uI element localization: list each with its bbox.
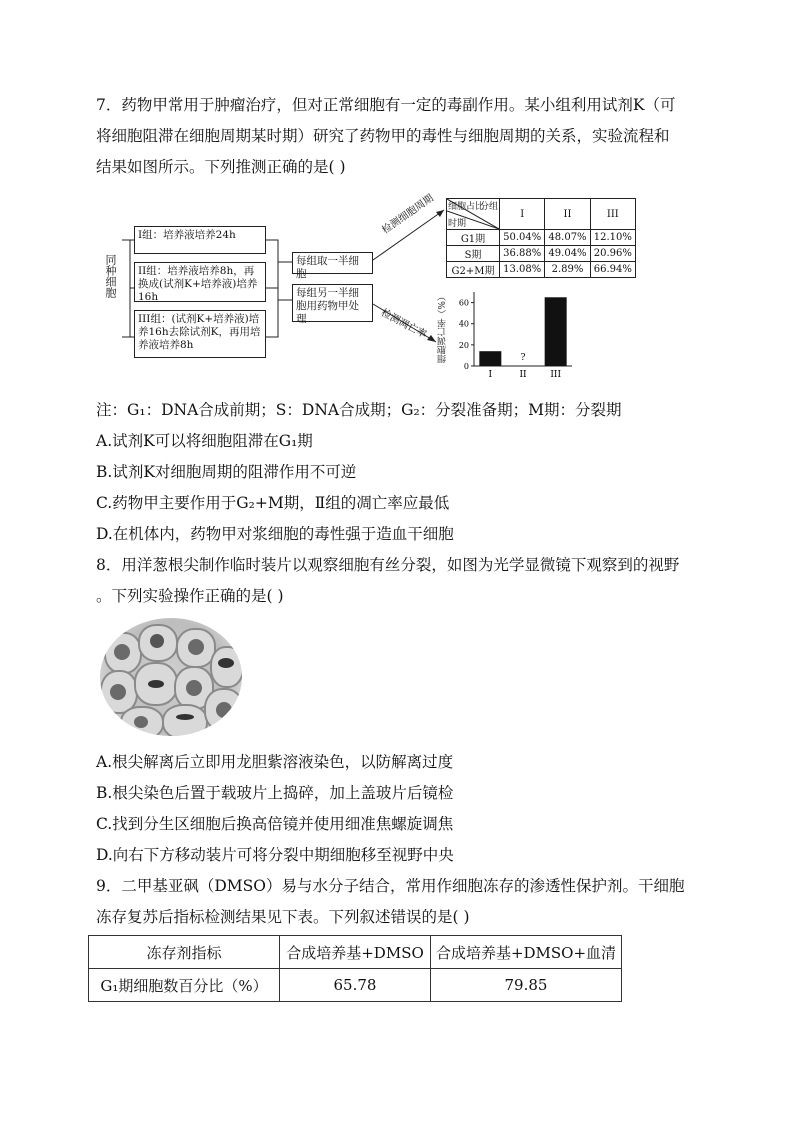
- bar-chart-ylabel: 细胞凋亡率（%）: [438, 292, 448, 364]
- q8-stem-line-1: 8．用洋葱根尖制作临时装片以观察细胞有丝分裂，如图为光学显微镜下观察到的视野: [96, 556, 680, 574]
- x-tick-label: I: [488, 370, 493, 380]
- group-3-box: [134, 310, 266, 358]
- table-corner-cell: [447, 199, 500, 230]
- group-1-text: I组：培养液培养24h: [138, 229, 236, 241]
- corner-ratio-label: 细胞占比: [448, 202, 485, 212]
- table-cell: 20.96%: [590, 246, 635, 262]
- cell: [120, 706, 164, 736]
- drug-treatment-box: [292, 284, 373, 325]
- group-1-box: [134, 226, 266, 254]
- cell: [204, 688, 242, 732]
- x-tick-label: II: [519, 370, 527, 380]
- y-tick-label: 60: [458, 298, 469, 308]
- q7-note: 注：G₁：DNA合成前期；S：DNA合成期；G₂：分裂准备期；M期：分裂期: [96, 401, 622, 419]
- bar-unknown-label: ?: [520, 353, 526, 363]
- source-cell-label: 同种细胞: [104, 254, 117, 298]
- apoptosis-bar-chart: [448, 284, 578, 384]
- cell: [134, 662, 178, 706]
- drug-treatment-text: 每组另一半细胞用药物甲处理: [296, 287, 359, 325]
- cell: [104, 632, 142, 674]
- q7-option-b: B.试剂K对细胞周期的阻滞作用不可逆: [96, 463, 357, 481]
- q7-option-c: C.药物甲主要作用于G₂+M期，Ⅱ组的凋亡率应最低: [96, 494, 450, 512]
- table-cell: 79.85: [431, 969, 622, 1002]
- table-cell: 66.94%: [590, 262, 635, 278]
- table-header: III: [590, 199, 635, 230]
- table-cell: 13.08%: [500, 262, 545, 278]
- q9-stem-line-2: 冻存复苏后指标检测结果见下表。下列叙述错误的是( ): [96, 908, 470, 926]
- q9-stem-line-1: 9．二甲基亚砜（DMSO）易与水分子结合，常用作细胞冻存的渗透性保护剂。干细胞: [96, 877, 685, 895]
- y-tick-label: 20: [458, 340, 469, 350]
- cell: [138, 624, 178, 662]
- arrow-label-cycle: 检测细胞周期: [380, 192, 436, 237]
- x-tick-label: III: [550, 370, 562, 380]
- cell-cycle-table: [446, 198, 636, 278]
- table-header: 合成培养基+DMSO+血清: [431, 936, 622, 969]
- table-cell: 50.04%: [500, 230, 545, 246]
- corner-phase-label: 时期: [448, 219, 467, 229]
- table-cell: 12.10%: [590, 230, 635, 246]
- table-header: I: [500, 199, 545, 230]
- y-tick-label: 0: [463, 362, 469, 371]
- table-cell: 49.04%: [545, 246, 590, 262]
- table-row: [89, 969, 622, 1002]
- group-3-text: III组：(试剂K+培养液)培养16h去除试剂K，再用培养液培养8h: [138, 313, 261, 351]
- q7-option-d: D.在机体内，药物甲对浆细胞的毒性强于造血干细胞: [96, 525, 454, 543]
- bar: [479, 351, 501, 366]
- row-label: S期: [447, 246, 500, 262]
- cell: [210, 646, 242, 688]
- table-row: [447, 262, 636, 278]
- microscope-field-image: [100, 618, 242, 736]
- q8-option-a: A.根尖解离后立即用龙胆紫溶液染色，以防解离过度: [96, 753, 454, 771]
- arrow-label-apoptosis: 检测凋亡率: [378, 307, 429, 341]
- table-header: 冻存剂指标: [89, 936, 280, 969]
- table-row: [447, 230, 636, 246]
- q7-figure: [96, 192, 696, 392]
- y-tick-label: 40: [458, 319, 469, 329]
- half-cells-box: [292, 252, 373, 280]
- q8-stem-line-2: 。下列实验操作正确的是( ): [96, 587, 284, 605]
- q8-option-b: B.根尖染色后置于载玻片上捣碎，加上盖玻片后镜检: [96, 784, 454, 802]
- q8-option-d: D.向右下方移动装片可将分裂中期细胞移至视野中央: [96, 846, 454, 864]
- corner-group-label: 分组: [479, 202, 498, 212]
- table-cell: 36.88%: [500, 246, 545, 262]
- table-cell: 65.78: [280, 969, 431, 1002]
- dmso-table: [88, 935, 622, 1002]
- cell: [162, 704, 208, 736]
- row-label: G2+M期: [447, 262, 500, 278]
- half-cells-text: 每组取一半细胞: [296, 255, 359, 280]
- q7-stem-line-3: 结果如图所示。下列推测正确的是( ): [96, 158, 346, 176]
- row-label: G1期: [447, 230, 500, 246]
- group-2-box: [134, 262, 266, 302]
- table-header: 合成培养基+DMSO: [280, 936, 431, 969]
- table-cell: 48.07%: [545, 230, 590, 246]
- group-2-text: II组：培养液培养8h，再换成(试剂K+培养液)培养16h: [138, 265, 258, 303]
- table-cell: 2.89%: [545, 262, 590, 278]
- q8-option-c: C.找到分生区细胞后换高倍镜并使用细准焦螺旋调焦: [96, 815, 454, 833]
- table-row: [447, 246, 636, 262]
- q7-option-a: A.试剂K可以将细胞阻滞在G₁期: [96, 432, 313, 450]
- q7-stem-line-2: 将细胞阻滞在细胞周期某时期）研究了药物甲的毒性与细胞周期的关系，实验流程和: [96, 127, 670, 145]
- q7-stem-line-1: 7．药物甲常用于肿瘤治疗，但对正常细胞有一定的毒副作用。某小组利用试剂K（可: [96, 96, 676, 114]
- table-header: II: [545, 199, 590, 230]
- row-label: G₁期细胞数百分比（%）: [89, 969, 280, 1002]
- bar: [545, 297, 567, 366]
